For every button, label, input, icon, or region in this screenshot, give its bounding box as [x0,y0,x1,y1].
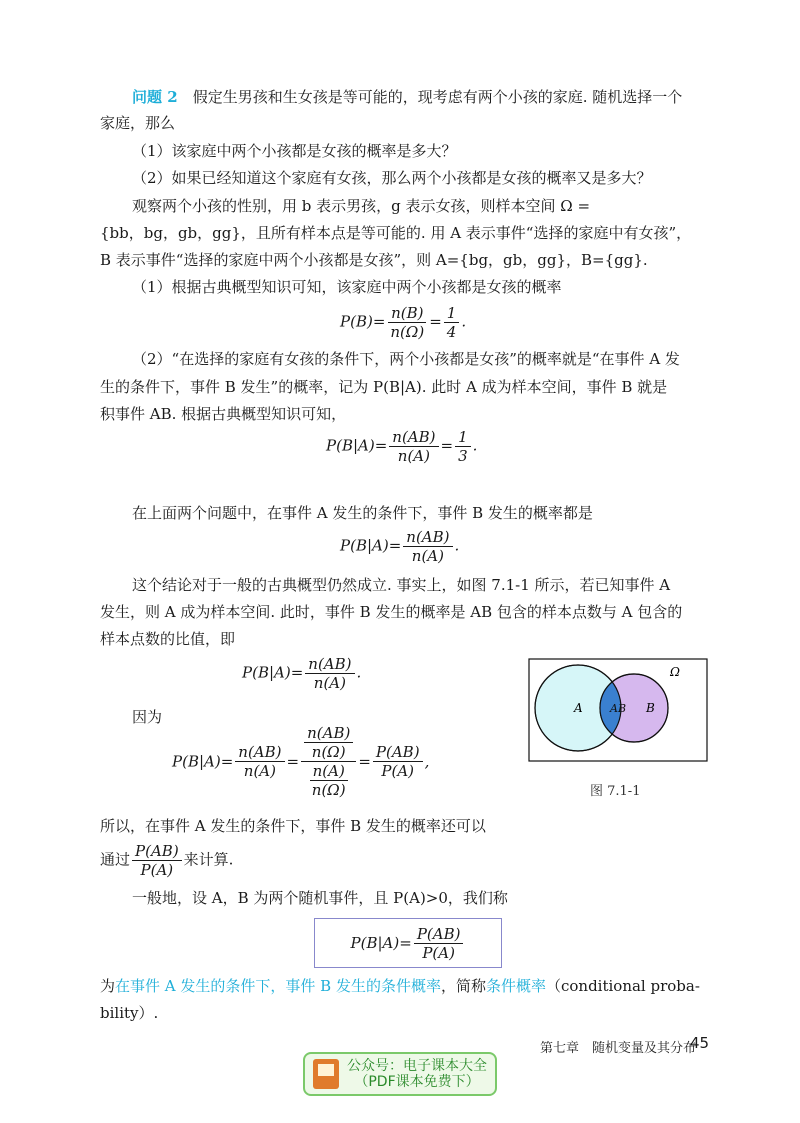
term-definition-highlight: 在事件 A 发生的条件下，事件 B 发生的条件概率 [115,977,441,995]
compound-fraction: $\frac{\frac{n(AB)}{n(\Omega)}}{\frac{n(A)}{n(\Omega)}}$ [301,724,356,799]
question-2: （2）如果已经知道这个家庭有女孩，那么两个小孩都是女孩的概率又是多大？ [132,169,652,187]
analysis-line-3: B 表示事件“选择的家庭中两个小孩都是女孩”，则 A={bg，gb，gg}，B={gg}. [100,251,648,269]
definition-box: P(B|A)= $\frac{P(AB)}{P(A)}$ [314,918,502,968]
so-line-1: 所以，在事件 A 发生的条件下，事件 B 发生的概率还可以 [100,817,486,835]
venn-diagram [528,658,708,762]
formula-p-b-denominator: n(Ω) [390,323,425,341]
formula-p-b: P(B)= $\frac{n(B)}{n(\Omega)}$ = $\frac{1}{4}$ . [340,304,467,341]
label-ab: AB [610,702,627,715]
problem-statement-2: 家庭，那么 [100,114,176,132]
term-conditional-probability: 条件概率 [485,977,546,995]
watermark-line-1: 公众号：电子课本大全 [347,1058,487,1074]
watermark-line-2: （PDF课本免费下） [354,1074,480,1090]
general-line-3: 发生，则 A 成为样本空间. 此时，事件 B 发生的概率是 AB 包含的样本点数与 A 包含的 [100,603,683,621]
solution-2-line-2: 生的条件下，事件 B 发生”的概率，记为 P(B|A). 此时 A 成为样本空间，事件 B 就是 [100,378,668,396]
problem-line-1 [100,86,720,108]
figure-caption: 图 7.1-1 [590,784,641,799]
solution-2-line-3: 积事件 AB. 根据古典概型知识可知， [100,405,347,423]
solution-2-line-1: （2）“在选择的家庭有女孩的条件下，两个小孩都是女孩”的概率就是“在事件 A 发 [132,350,680,368]
formula-derivation: P(B|A)= $\frac{n(AB)}{n(A)}$ = $\frac{\frac{n(AB)}{n(\Omega)}}{\frac{n(A)}{n(\Omega)}}$ = $\frac{P(AB)}{P(A)}$ , [172,724,430,799]
formula-p-b-given-a-3: P(B|A)= $\frac{n(AB)}{n(A)}$ . [242,655,362,692]
question-1: （1）该家庭中两个小孩都是女孩的概率是多大？ [132,142,457,160]
general-line-2: 这个结论对于一般的古典概型仍然成立. 事实上，如图 7.1-1 所示，若已知事件 A [132,576,671,594]
because-label: 因为 [132,708,163,726]
label-a: A [574,701,583,715]
formula-p-b-numerator: n(B) [388,304,426,323]
watermark-badge [303,1052,497,1096]
so-line-2: 通过 $\frac{P(AB)}{P(A)}$ 来计算. [100,842,234,879]
omega-label: Ω [670,665,680,679]
solution-1-intro: （1）根据古典概型知识可知，该家庭中两个小孩都是女孩的概率 [132,278,562,296]
formula-p-b-given-a-2: P(B|A)= $\frac{n(AB)}{n(A)}$ . [340,528,460,565]
definition-line-3: bility）. [100,1004,159,1022]
definition-line-1: 一般地，设 A，B 为两个随机事件，且 P(A)>0，我们称 [132,889,508,907]
page-number: 45 [690,1034,710,1052]
chapter-footer: 第七章 随机变量及其分布 [540,1041,697,1056]
book-icon [313,1059,339,1089]
analysis-line-1: 观察两个小孩的性别，用 b 表示男孩，g 表示女孩，则样本空间 Ω = [132,197,591,215]
label-b: B [646,701,655,715]
formula-p-b-given-a-1: P(B|A)= $\frac{n(AB)}{n(A)}$ = $\frac{1}{3}$ . [326,428,478,465]
general-line-4: 样本点数的比值，即 [100,630,236,648]
definition-line-2: 为在事件 A 发生的条件下，事件 B 发生的条件概率，简称条件概率（conditional proba- [100,977,700,995]
problem-label: 问题 2 [132,88,178,106]
analysis-line-2: {bb，bg，gb，gg}，且所有样本点是等可能的. 用 A 表示事件“选择的家庭中有女孩”， [100,224,692,242]
general-line-1: 在上面两个问题中，在事件 A 发生的条件下，事件 B 发生的概率都是 [132,504,593,522]
problem-statement-1: 假定生男孩和生女孩是等可能的，现考虑有两个小孩的家庭. 随机选择一个 [192,88,683,106]
